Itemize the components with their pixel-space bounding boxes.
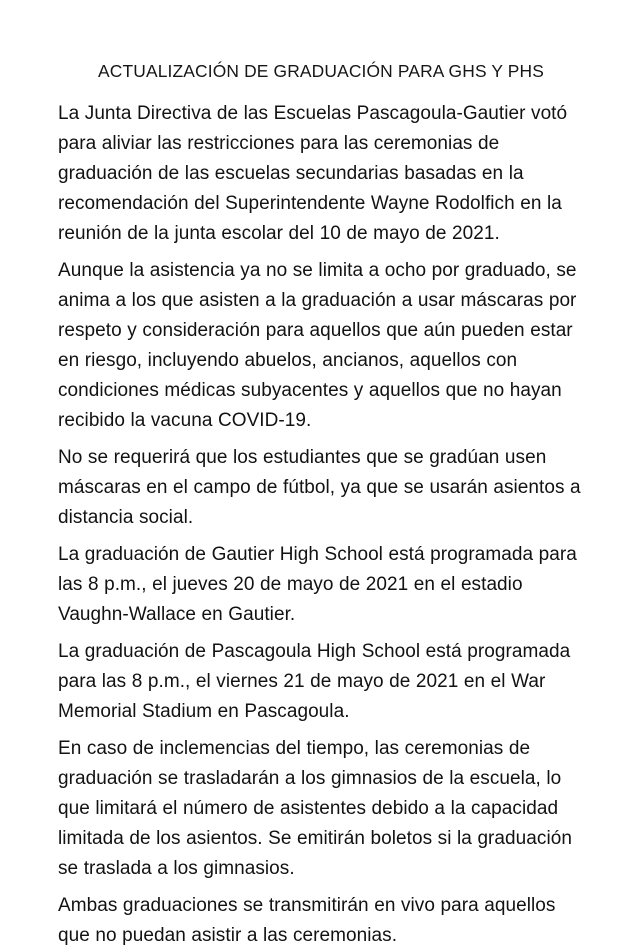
paragraph: La graduación de Gautier High School está programada para las 8 p.m., el jueves 20 de mayo de 2021 en el estadio Vaughn-Wallace en Gautier.: [58, 544, 577, 625]
paragraph: Aunque la asistencia ya no se limita a ocho por graduado, se anima a los que asisten a la graduación a usar máscaras por respeto y consideración para aquellos que aún pueden estar en riesgo, incluyendo abuelos, ancianos, aquellos con condiciones médicas subyacentes y aquellos que no hayan recibido la vacuna COVID-19.: [58, 260, 577, 431]
paragraph: La Junta Directiva de las Escuelas Pascagoula-Gautier votó para aliviar las restricciones para las ceremonias de graduación de las escuelas secundarias basadas en la recomendación del Superintendente Wayne Rodolfich en la reunión de la junta escolar del 10 de mayo de 2021.: [58, 103, 568, 244]
paragraph: La graduación de Pascagoula High School está programada para las 8 p.m., el viernes 21 de mayo de 2021 en el War Memorial Stadium en Pascagoula.: [58, 641, 571, 722]
document-body: [58, 99, 588, 951]
paragraph: No se requerirá que los estudiantes que se gradúan usen máscaras en el campo de fútbol, ya que se usarán asientos a distancia social.: [58, 447, 581, 528]
paragraph: En caso de inclemencias del tiempo, las ceremonias de graduación se trasladarán a los gimnasios de la escuela, lo que limitará el número de asistentes debido a la capacidad limitada de los asientos. Se emitirán boletos si la graduación se traslada a los gimnasios.: [58, 738, 572, 879]
page-title: ACTUALIZACIÓN DE GRADUACIÓN PARA GHS Y PHS: [98, 60, 544, 81]
paragraph: Ambas graduaciones se transmitirán en vivo para aquellos que no puedan asistir a las ceremonias.: [58, 895, 556, 946]
